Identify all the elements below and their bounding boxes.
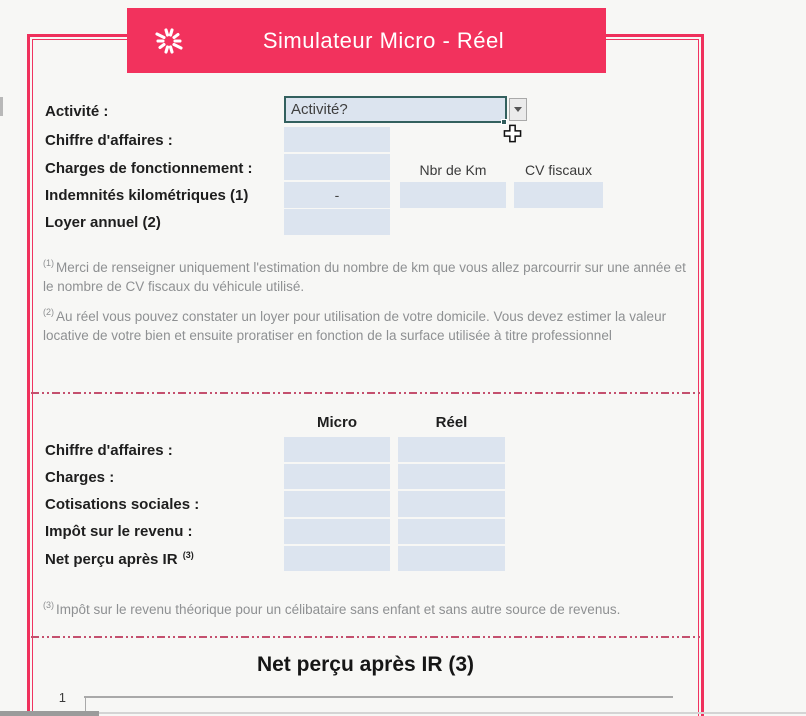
row-label-cotisations-sociales: Cotisations sociales : (45, 496, 200, 513)
chart-axis-tick-label: 1 (58, 690, 66, 705)
column-header-nbr-km: Nbr de Km (419, 162, 487, 178)
result-reel-impot (398, 519, 505, 544)
footnote-2-text: Au réel vous pouvez constater un loyer pour utilisation de votre domicile. Vous devez estimer la valeur locative de votre bien et ensuite proratiser en fonction de la surface utilisée à titre professionnel (43, 309, 667, 343)
footnote-2-marker: (2) (43, 307, 54, 317)
field-label-chiffre-affaires: Chiffre d'affaires : (45, 132, 173, 149)
field-label-loyer-annuel: Loyer annuel (2) (45, 214, 161, 231)
bottom-edge-strip (0, 711, 99, 716)
dashed-divider-bottom (31, 636, 702, 638)
input-cv-fiscaux[interactable] (514, 182, 603, 208)
footnote-1 (43, 254, 695, 296)
footnote-1-marker: (1) (43, 258, 54, 268)
result-reel-net (398, 546, 505, 571)
row-label-charges: Charges : (45, 469, 115, 486)
activity-dropdown[interactable]: Activité? (284, 96, 507, 123)
result-micro-chiffre (284, 437, 390, 462)
footnote-3 (43, 596, 695, 619)
chart-gridline (84, 696, 673, 698)
input-charges-fonctionnement[interactable] (284, 154, 390, 180)
footnote-2 (43, 303, 695, 354)
row-label-impot-revenu: Impôt sur le revenu : (45, 523, 193, 540)
row-label-net-percu: Net perçu après IR $^{(3)}$ (45, 550, 194, 568)
row-label-chiffre-affaires: Chiffre d'affaires : (45, 442, 173, 459)
excel-cell-cursor-icon (503, 124, 522, 143)
footnote-3-marker: (3) (43, 600, 54, 610)
result-micro-net (284, 546, 390, 571)
field-label-activite: Activité : (45, 103, 109, 120)
input-nbr-km[interactable] (400, 182, 506, 208)
header-banner (127, 8, 606, 73)
table-header-micro: Micro (316, 414, 357, 431)
result-micro-charges (284, 464, 390, 489)
dashed-divider-top (31, 392, 702, 394)
bottom-edge-line (99, 712, 806, 714)
result-reel-chiffre (398, 437, 505, 462)
spark-burst-icon (149, 21, 189, 61)
row-label-net-percu-sup: (3) (182, 550, 194, 560)
field-label-indemnites-km: Indemnités kilométriques (1) (45, 187, 249, 204)
field-label-charges-fonctionnement: Charges de fonctionnement : (45, 160, 253, 177)
column-header-cv-fiscaux: CV fiscaux (525, 162, 592, 178)
chart-section-title: Net perçu après IR (3) (256, 653, 475, 676)
result-micro-impot (284, 519, 390, 544)
footnote-3-text: Impôt sur le revenu théorique pour un célibataire sans enfant et sans autre source de revenus. (56, 602, 621, 617)
result-micro-cotisations (284, 491, 390, 517)
window-edge-mark (0, 97, 3, 116)
table-header-reel: Réel (435, 414, 468, 431)
input-loyer-annuel[interactable] (284, 209, 390, 235)
chevron-down-icon (514, 107, 522, 112)
output-indemnites-km: - (284, 182, 390, 208)
result-reel-charges (398, 464, 505, 489)
footnote-1-text: Merci de renseigner uniquement l'estimation du nombre de km que vous allez parcourrir sur une année et le nombre de CV fiscaux du véhicule utilisé. (43, 260, 686, 294)
input-chiffre-affaires[interactable] (284, 127, 390, 152)
page-title: Simulateur Micro - Réel (262, 27, 505, 53)
activity-dropdown-button[interactable] (509, 98, 527, 121)
result-reel-cotisations (398, 491, 505, 517)
